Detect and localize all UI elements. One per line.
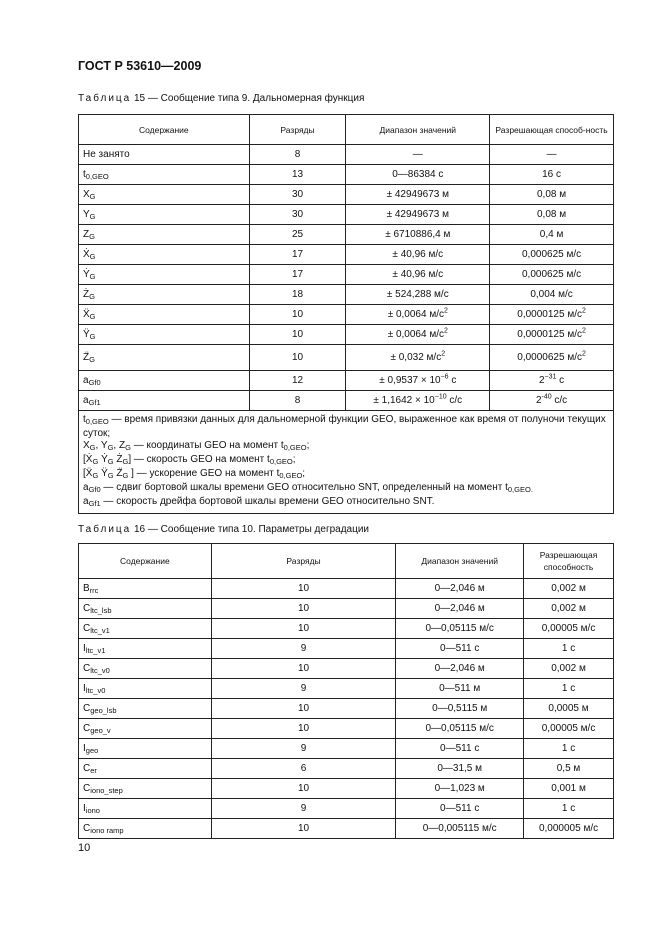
cell-resolution-value: 16 с — [542, 169, 562, 180]
cell-symbol: Ÿ — [83, 328, 90, 340]
cell-subscript: G — [89, 354, 95, 364]
cell-resolution-exponent: 2 — [581, 350, 586, 358]
cell-subscript: iono — [85, 805, 100, 815]
table16-cell-resolution — [524, 619, 614, 639]
cell-range-value: ± 40,96 м/с — [392, 269, 444, 280]
table16-cell-content — [79, 579, 212, 599]
table15-cell-content — [79, 391, 250, 411]
cell-symbol: Z — [83, 228, 90, 240]
table16-cell-range — [396, 619, 524, 639]
table16-row — [79, 759, 614, 779]
table16-row — [79, 659, 614, 679]
table15-cell-range — [346, 265, 490, 285]
table16-cell-resolution — [524, 679, 614, 699]
cell-symbol: Не занято — [83, 149, 130, 160]
cell-subscript: G — [89, 191, 96, 201]
table15-row — [79, 391, 614, 411]
table16-cell-range — [396, 779, 524, 799]
cell-subscript: geo — [85, 745, 99, 755]
cell-resolution-value: 0,0000125 м/с — [517, 329, 582, 340]
table15-cell-resolution — [490, 391, 614, 411]
table16-cell-resolution — [524, 799, 614, 819]
table15-cell-resolution — [490, 285, 614, 305]
table15-row — [79, 305, 614, 325]
page-number: 10 — [78, 842, 91, 854]
table16-cell-content — [79, 679, 212, 699]
table16-cell-content — [79, 699, 212, 719]
table15-note-3: [Ẋ$_G$ Ẏ$_G$ $Ż_G$] — скорость GEO на момент $t_{0,GEO}$; — [83, 454, 296, 466]
cell-resolution-value: 0,000005 м/с — [538, 823, 599, 834]
cell-subscript: iono ramp — [90, 825, 124, 835]
table15-cell-bits: 17 — [249, 245, 346, 265]
cell-range-value: 0—0,05115 м/с — [425, 623, 494, 634]
cell-resolution-exponent: 2 — [581, 327, 586, 335]
table15-cell-resolution — [490, 225, 614, 245]
table16-cell-bits: 10 — [211, 599, 396, 619]
table15 — [78, 114, 614, 514]
table16-cell-range — [396, 819, 524, 839]
table15-cell-bits: 10 — [249, 345, 346, 371]
table16-cell-content — [79, 799, 212, 819]
cell-resolution-value: 0,0000625 м/с — [517, 352, 582, 363]
table15-cell-content — [79, 245, 250, 265]
table15-cell-bits: 8 — [249, 145, 346, 165]
table15-note-6: $a_{Gf1}$ — скорость дрейфа бортовой шкалы времени GEO относительно SNT. — [83, 496, 435, 508]
table16-cell-range — [396, 799, 524, 819]
table15-cell-resolution — [490, 345, 614, 371]
table16-row — [79, 799, 614, 819]
cell-range-value: 0—511 м — [439, 683, 481, 694]
table16-cell-range — [396, 719, 524, 739]
cell-resolution-value: 0,08 м — [537, 189, 567, 200]
table15-body — [79, 145, 614, 411]
table16-cell-resolution — [524, 779, 614, 799]
cell-resolution-exponent: 2 — [581, 307, 586, 315]
cell-symbol: C — [83, 762, 91, 774]
table16-row — [79, 819, 614, 839]
cell-range-exponent: 2 — [441, 350, 446, 358]
table15-row — [79, 325, 614, 345]
cell-range-value: ± 40,96 м/с — [392, 249, 444, 260]
cell-subscript: iono_step — [90, 785, 123, 795]
table15-cell-content — [79, 305, 250, 325]
table16-cell-range — [396, 759, 524, 779]
cell-symbol: Y — [83, 208, 90, 220]
table15-cell-bits: 25 — [249, 225, 346, 245]
table15-header-range: Диапазон значений — [346, 115, 490, 145]
table16-cell-resolution — [524, 759, 614, 779]
cell-resolution-unit: с/с — [551, 395, 568, 406]
cell-range-value: — — [412, 149, 423, 160]
cell-symbol: a — [83, 374, 89, 386]
table15-cell-range — [346, 345, 490, 371]
table15-cell-range — [346, 225, 490, 245]
cell-subscript: ltc_v1 — [90, 625, 110, 635]
cell-range-value: 0—2,046 м — [434, 663, 485, 674]
table16-cell-content — [79, 599, 212, 619]
table15-cell-resolution — [490, 265, 614, 285]
table15-note-1: $t_{0,GEO}$ — время привязки данных для дальномерной функции GEO, выраженное как время от полуночи текущих суток; — [83, 414, 606, 439]
table16-cell-range — [396, 639, 524, 659]
cell-subscript: G — [89, 211, 96, 221]
cell-symbol: t — [83, 168, 86, 180]
cell-subscript: er — [90, 765, 97, 775]
cell-resolution-value: 0,002 м — [551, 603, 586, 614]
cell-subscript: ltc_v0 — [90, 665, 110, 675]
table15-row — [79, 371, 614, 391]
cell-symbol: I — [83, 802, 86, 814]
table16-cell-bits: 10 — [211, 659, 396, 679]
table16-cell-bits: 10 — [211, 779, 396, 799]
table15-row — [79, 245, 614, 265]
table16-cell-resolution — [524, 639, 614, 659]
cell-resolution-value: 0,000625 м/с — [522, 249, 582, 260]
table16-cell-bits: 10 — [211, 819, 396, 839]
cell-subscript: G — [89, 291, 95, 301]
table16-cell-range — [396, 659, 524, 679]
table15-cell-resolution — [490, 305, 614, 325]
table15-cell-content — [79, 345, 250, 371]
table15-cell-resolution — [490, 325, 614, 345]
cell-subscript: G — [89, 311, 96, 321]
table16-cell-resolution — [524, 719, 614, 739]
table16-header-content: Содержание — [79, 544, 212, 579]
cell-subscript: ltc_v0 — [85, 685, 106, 695]
cell-range-value: ± 42949673 м — [386, 209, 449, 220]
cell-range-unit: с — [448, 375, 457, 386]
cell-range-value: 0—31,5 м — [437, 763, 483, 774]
table15-row — [79, 205, 614, 225]
table15-caption — [78, 93, 364, 104]
cell-range-value: 0—86384 с — [392, 169, 444, 180]
table15-row — [79, 185, 614, 205]
table15-cell-range — [346, 205, 490, 225]
table15-header-row — [79, 115, 614, 145]
table16-cell-content — [79, 619, 212, 639]
cell-subscript: 0,GEO — [85, 171, 109, 181]
cell-subscript: geo_v — [90, 725, 111, 735]
table15-cell-bits: 12 — [249, 371, 346, 391]
table15-cell-range — [346, 285, 490, 305]
table15-cell-range — [346, 305, 490, 325]
cell-resolution-value: 0,0000125 м/с — [517, 309, 582, 320]
cell-range-value: ± 0,0064 м/с — [387, 309, 444, 320]
cell-resolution-value: 1 с — [561, 743, 576, 754]
cell-range-value: ± 0,032 м/с — [390, 352, 442, 363]
table16-cell-resolution — [524, 819, 614, 839]
cell-range-exponent: 2 — [443, 327, 448, 335]
table15-header-bits: Разряды — [249, 115, 346, 145]
cell-symbol: C — [83, 702, 91, 714]
table16-cell-bits: 9 — [211, 679, 396, 699]
table15-note-2: $X_G$, $Y_G$, $Z_G$ — координаты GEO на момент $t_{0,GEO}$; — [83, 440, 310, 452]
table16-cell-content — [79, 779, 212, 799]
table16-header-range: Диапазон значений — [396, 544, 524, 579]
cell-symbol: Z̈ — [83, 351, 90, 363]
table16-cell-resolution — [524, 659, 614, 679]
table15-cell-bits: 8 — [249, 391, 346, 411]
cell-resolution-value: — — [546, 149, 557, 160]
table16-body — [79, 579, 614, 839]
cell-symbol: Ẍ — [83, 308, 90, 320]
table16-cell-content — [79, 719, 212, 739]
table15-header-content: Содержание — [79, 115, 250, 145]
cell-subscript: ltc_v1 — [85, 645, 106, 655]
cell-resolution-value: 0,00005 м/с — [541, 723, 596, 734]
cell-resolution-value: 2 — [538, 375, 545, 386]
table15-notes — [79, 411, 614, 514]
table16-cell-content — [79, 639, 212, 659]
cell-symbol: I — [83, 642, 86, 654]
table15-row — [79, 165, 614, 185]
table15-cell-range — [346, 391, 490, 411]
table16 — [78, 543, 614, 839]
cell-resolution-value: 0,000625 м/с — [522, 269, 582, 280]
table15-cell-resolution — [490, 145, 614, 165]
cell-resolution-exponent: -40 — [541, 393, 552, 401]
cell-range-value: 0—0,05115 м/с — [425, 723, 494, 734]
cell-symbol: C — [83, 722, 91, 734]
table16-cell-range — [396, 699, 524, 719]
cell-subscript: ltc_lsb — [90, 605, 112, 615]
table15-cell-range — [346, 245, 490, 265]
table15-cell-content — [79, 225, 250, 245]
cell-subscript: rrc — [89, 585, 99, 595]
cell-resolution-value: 2 — [535, 395, 542, 406]
table15-cell-bits: 17 — [249, 265, 346, 285]
table16-cell-resolution — [524, 739, 614, 759]
cell-resolution-value: 1 с — [561, 803, 576, 814]
table16-cell-bits: 10 — [211, 579, 396, 599]
table15-row — [79, 345, 614, 371]
table15-cell-resolution — [490, 185, 614, 205]
cell-resolution-value: 0,0005 м — [548, 703, 589, 714]
cell-resolution-value: 0,002 м — [551, 663, 586, 674]
table15-cell-content — [79, 185, 250, 205]
cell-range-value: 0—0,005115 м/с — [422, 823, 497, 834]
table16-row — [79, 639, 614, 659]
cell-resolution-unit: с — [556, 375, 565, 386]
table15-caption-text: 15 — Сообщение типа 9. Дальномерная функция — [131, 93, 365, 104]
table15-cell-bits: 10 — [249, 305, 346, 325]
table16-cell-bits: 10 — [211, 619, 396, 639]
cell-symbol: C — [83, 602, 91, 614]
cell-range-value: 0—0,5115 м — [432, 703, 488, 714]
table16-cell-range — [396, 599, 524, 619]
table15-cell-bits: 10 — [249, 325, 346, 345]
table15-cell-bits: 13 — [249, 165, 346, 185]
table15-cell-content — [79, 285, 250, 305]
table15-cell-content — [79, 145, 250, 165]
cell-symbol: Ẏ — [83, 268, 90, 280]
cell-range-value: 0—1,023 м — [434, 783, 485, 794]
cell-symbol: C — [83, 662, 91, 674]
document-header: ГОСТ Р 53610—2009 — [78, 59, 202, 73]
cell-subscript: G — [89, 251, 96, 261]
table15-header-resolution: Разрешающая способ-ность — [490, 115, 614, 145]
table15-notes-row — [79, 411, 614, 514]
table15-cell-range — [346, 371, 490, 391]
cell-range-value: 0—511 с — [440, 803, 480, 814]
cell-symbol: Ż — [83, 288, 90, 300]
table16-row — [79, 619, 614, 639]
table16-row — [79, 679, 614, 699]
table16-cell-content — [79, 819, 212, 839]
table16-caption-text: 16 — Сообщение типа 10. Параметры деградации — [131, 524, 370, 535]
table16-cell-bits: 9 — [211, 639, 396, 659]
cell-symbol: C — [83, 782, 91, 794]
cell-range-value: 0—511 с — [440, 743, 480, 754]
cell-range-value: ± 0,9537 × 10 — [379, 375, 441, 386]
cell-resolution-value: 1 с — [561, 643, 576, 654]
cell-range-unit: с/с — [446, 395, 463, 406]
cell-resolution-value: 0,00005 м/с — [541, 623, 596, 634]
table15-caption-prefix: Таблица — [78, 93, 132, 104]
table16-row — [79, 779, 614, 799]
table16-row — [79, 739, 614, 759]
table15-cell-content — [79, 265, 250, 285]
table15-cell-resolution — [490, 245, 614, 265]
table16-cell-range — [396, 739, 524, 759]
cell-resolution-value: 0,001 м — [551, 783, 586, 794]
table16-cell-bits: 10 — [211, 719, 396, 739]
cell-resolution-value: 1 с — [561, 683, 576, 694]
table15-row — [79, 285, 614, 305]
table16-cell-content — [79, 759, 212, 779]
cell-symbol: X — [83, 188, 90, 200]
cell-range-exponent: −6 — [440, 373, 449, 381]
cell-subscript: geo_lsb — [90, 705, 117, 715]
table15-cell-content — [79, 165, 250, 185]
table16-cell-content — [79, 659, 212, 679]
cell-range-value: ± 1,1642 × 10 — [373, 395, 435, 406]
cell-symbol: B — [83, 582, 90, 594]
cell-subscript: G — [89, 331, 96, 341]
table16-cell-range — [396, 679, 524, 699]
table16-cell-resolution — [524, 579, 614, 599]
table15-cell-range — [346, 325, 490, 345]
table15-row — [79, 265, 614, 285]
cell-range-exponent: 2 — [443, 307, 448, 315]
cell-subscript: Gf1 — [88, 397, 101, 407]
cell-range-value: ± 42949673 м — [386, 189, 449, 200]
table16-row — [79, 599, 614, 619]
table15-cell-content — [79, 205, 250, 225]
table15-cell-bits: 18 — [249, 285, 346, 305]
cell-resolution-exponent: −31 — [544, 373, 557, 381]
table16-row — [79, 699, 614, 719]
cell-subscript: G — [89, 271, 96, 281]
table15-cell-resolution — [490, 165, 614, 185]
table16-caption-prefix: Таблица — [78, 524, 132, 535]
table15-note-5: $a_{Gf0}$ — сдвиг бортовой шкалы времени GEO относительно SNT, определенный на момент $t_{0,GEO.}$ — [83, 482, 533, 494]
table16-cell-range — [396, 579, 524, 599]
cell-subscript: G — [89, 231, 95, 241]
cell-resolution-value: 0,004 м/с — [530, 289, 573, 300]
table15-row — [79, 145, 614, 165]
table15-cell-bits: 30 — [249, 185, 346, 205]
table15-cell-range — [346, 185, 490, 205]
table15-cell-bits: 30 — [249, 205, 346, 225]
cell-range-value: 0—2,046 м — [434, 583, 485, 594]
table16-cell-bits: 9 — [211, 739, 396, 759]
cell-range-exponent: −10 — [434, 393, 447, 401]
table16-header-bits: Разряды — [211, 544, 396, 579]
table15-cell-content — [79, 325, 250, 345]
cell-symbol: I — [83, 682, 86, 694]
table16-cell-resolution — [524, 699, 614, 719]
cell-resolution-value: 0,002 м — [551, 583, 586, 594]
table15-row — [79, 225, 614, 245]
table16-header-resolution: Разрешающая способность — [524, 544, 614, 579]
table16-cell-content — [79, 739, 212, 759]
cell-resolution-value: 0,08 м — [537, 209, 567, 220]
table16-caption — [78, 524, 369, 535]
cell-range-value: 0—2,046 м — [434, 603, 485, 614]
cell-symbol: C — [83, 622, 91, 634]
cell-range-value: ± 6710886,4 м — [385, 229, 451, 240]
table16-cell-bits: 6 — [211, 759, 396, 779]
cell-resolution-value: 0,4 м — [539, 229, 564, 240]
cell-resolution-value: 0,5 м — [556, 763, 581, 774]
cell-symbol: C — [83, 822, 91, 834]
table16-cell-resolution — [524, 599, 614, 619]
cell-symbol: a — [83, 394, 89, 406]
table16-row — [79, 719, 614, 739]
table16-header-row — [79, 544, 614, 579]
table15-cell-resolution — [490, 371, 614, 391]
table16-cell-bits: 9 — [211, 799, 396, 819]
cell-symbol: I — [83, 742, 86, 754]
table15-cell-range — [346, 145, 490, 165]
table15-note-4: [Ẍ$_G$ $Ÿ_G$ $Z̈_G$ ] — ускорение GEO на момент $t_{0,GEO}$; — [83, 468, 306, 480]
cell-range-value: ± 0,0064 м/с — [387, 329, 444, 340]
cell-range-value: ± 524,288 м/с — [386, 289, 449, 300]
table15-cell-resolution — [490, 205, 614, 225]
table16-cell-bits: 10 — [211, 699, 396, 719]
table15-cell-range — [346, 165, 490, 185]
cell-subscript: Gf0 — [88, 377, 101, 387]
table16-row — [79, 579, 614, 599]
cell-range-value: 0—511 с — [440, 643, 480, 654]
cell-symbol: Ẋ — [83, 248, 90, 260]
table15-cell-content — [79, 371, 250, 391]
